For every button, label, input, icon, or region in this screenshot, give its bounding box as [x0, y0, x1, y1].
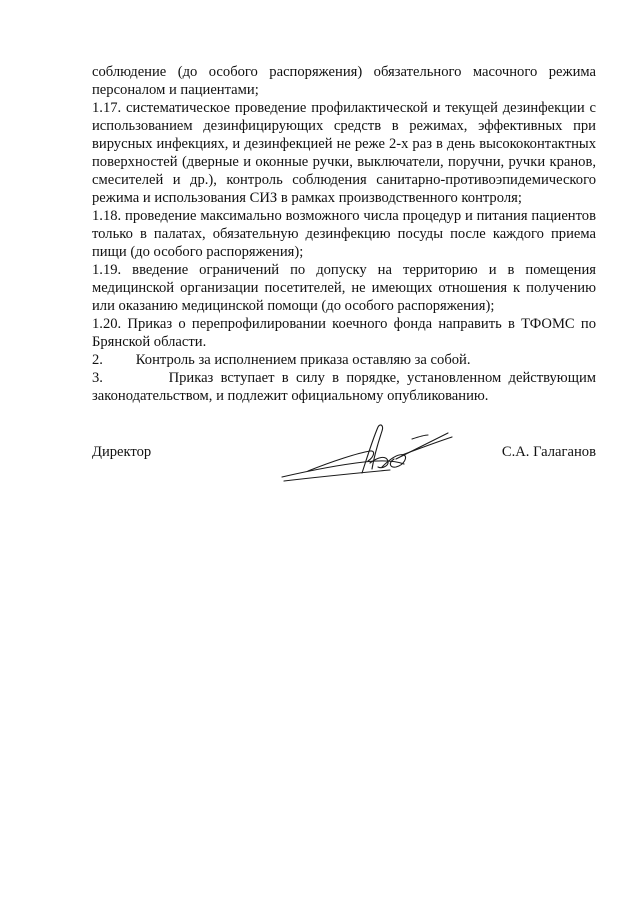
paragraph-1-17: 1.17. систематическое проведение профилактической и текущей дезинфекции с использованием дезинфицирующих средств в режимах, эффективных при вирусных инфекциях, и дезинфекцией не реже 2-х раз в день высококонтактных поверхностей (дверные и оконные ручки, выключатели, поручни, ручки кранов, смесителей и др.), контроль соблюдения санитарно-противоэпидемического режима и использования СИЗ в рамках производственного контроля;	[92, 100, 596, 206]
document-body	[92, 63, 596, 405]
paragraph-2: 2. Контроль за исполнением приказа оставляю за собой.	[92, 352, 471, 368]
signature-row	[92, 443, 596, 503]
paragraph-1-19: 1.19. введение ограничений по допуску на территорию и в помещения медицинской организации посетителей, не имеющих отношения к получению или оказанию медицинской помощи (до особого распоряжения);	[92, 262, 596, 314]
handwritten-signature-icon	[278, 421, 456, 485]
paragraph-1-20: 1.20. Приказ о перепрофилировании коечного фонда направить в ТФОМС по Брянской области.	[92, 316, 596, 350]
paragraph-1-18: 1.18. проведение максимально возможного числа процедур и питания пациентов только в палатах, обязательную дезинфекцию посуды после каждого приема пищи (до особого распоряжения);	[92, 208, 596, 260]
signer-name: С.А. Галаганов	[501, 444, 596, 460]
signer-position: Директор	[92, 444, 152, 460]
paragraph-3: 3. Приказ вступает в силу в порядке, установленном действующим законодательством, и подлежит официальному опубликованию.	[92, 370, 596, 404]
paragraph-mask-regime: соблюдение (до особого распоряжения) обязательного масочного режима персоналом и пациентами;	[92, 64, 596, 98]
